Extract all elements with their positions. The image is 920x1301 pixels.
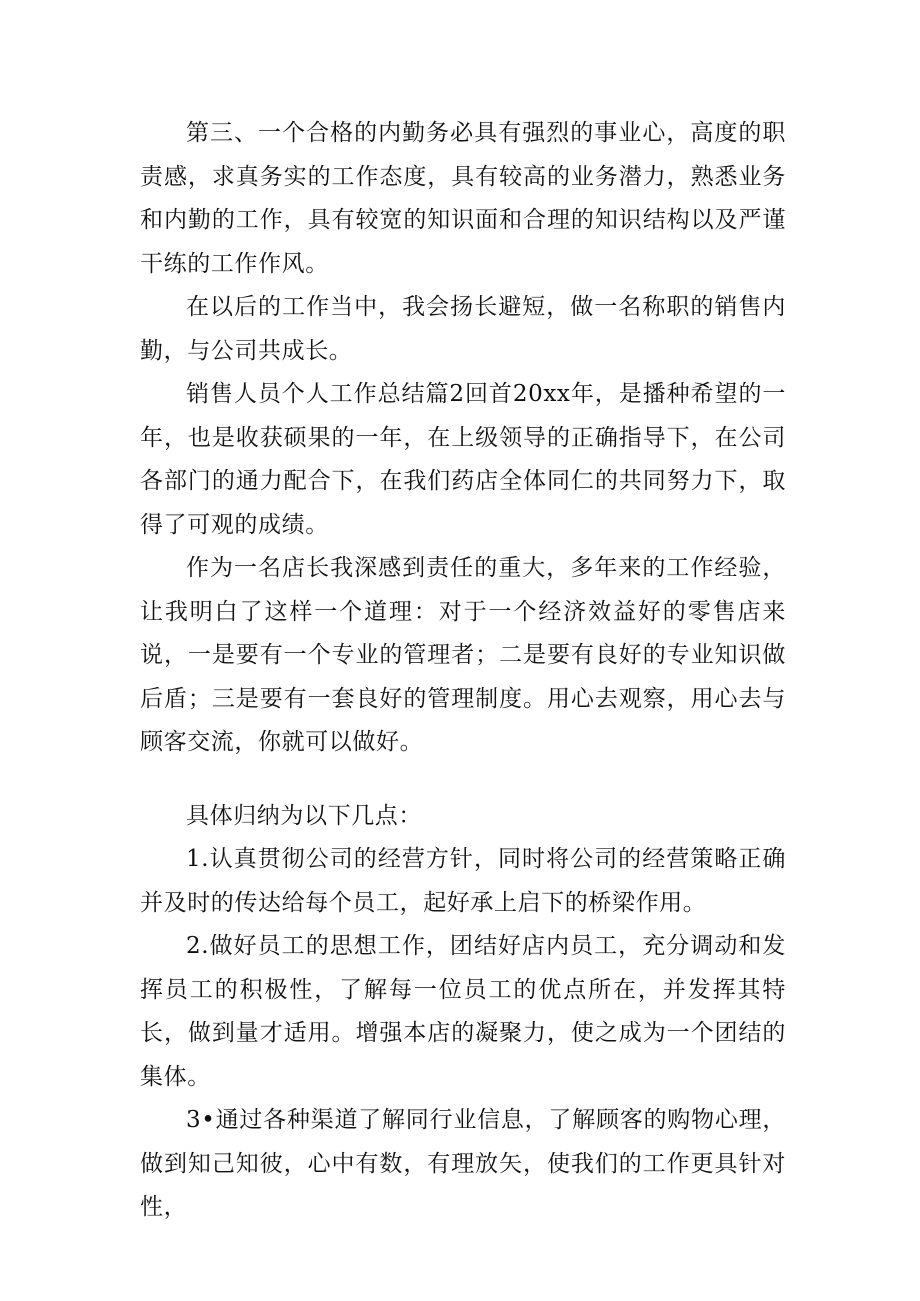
paragraph-point-1: 1.认真贯彻公司的经营方针，同时将公司的经营策略正确并及时的传达给每个员工，起好承上启下的桥梁作用。 (140, 846, 786, 916)
document-body (140, 112, 786, 1230)
paragraph-future-work: 在以后的工作当中，我会扬长避短，做一名称职的销售内勤，与公司共成长。 (140, 294, 786, 364)
paragraph-points-heading: 具体归纳为以下几点： (186, 802, 422, 829)
paragraph-summary-intro: 销售人员个人工作总结篇2回首20xx年，是播种希望的一年，也是收获硕果的一年，在上级领导的正确指导下，在公司各部门的通力配合下，在我们药店全体同仁的共同努力下，取得了可观的成绩。 (140, 381, 786, 538)
paragraph-qualities: 第三、一个合格的内勤务必具有强烈的事业心，高度的职责感，求真务实的工作态度，具有较高的业务潜力，熟悉业务和内勤的工作，具有较宽的知识面和合理的知识结构以及严谨干练的工作作风。 (140, 120, 786, 277)
paragraph-point-3: 3•通过各种渠道了解同行业信息，了解顾客的购物心理，做到知己知彼，心中有数，有理放矢，使我们的工作更具针对性， (140, 1107, 786, 1220)
paragraph-store-manager: 作为一名店长我深感到责任的重大，多年来的工作经验，让我明白了这样一个道理：对于一个经济效益好的零售店来说，一是要有一个专业的管理者；二是要有良好的专业知识做后盾；三是要有一套良好的管理制度。用心去观察，用心去与顾客交流，你就可以做好。 (140, 555, 786, 755)
paragraph-point-2: 2.做好员工的思想工作，团结好店内员工，充分调动和发挥员工的积极性，了解每一位员工的优点所在，并发挥其特长，做到量才适用。增强本店的凝聚力，使之成为一个团结的集体。 (140, 933, 786, 1090)
